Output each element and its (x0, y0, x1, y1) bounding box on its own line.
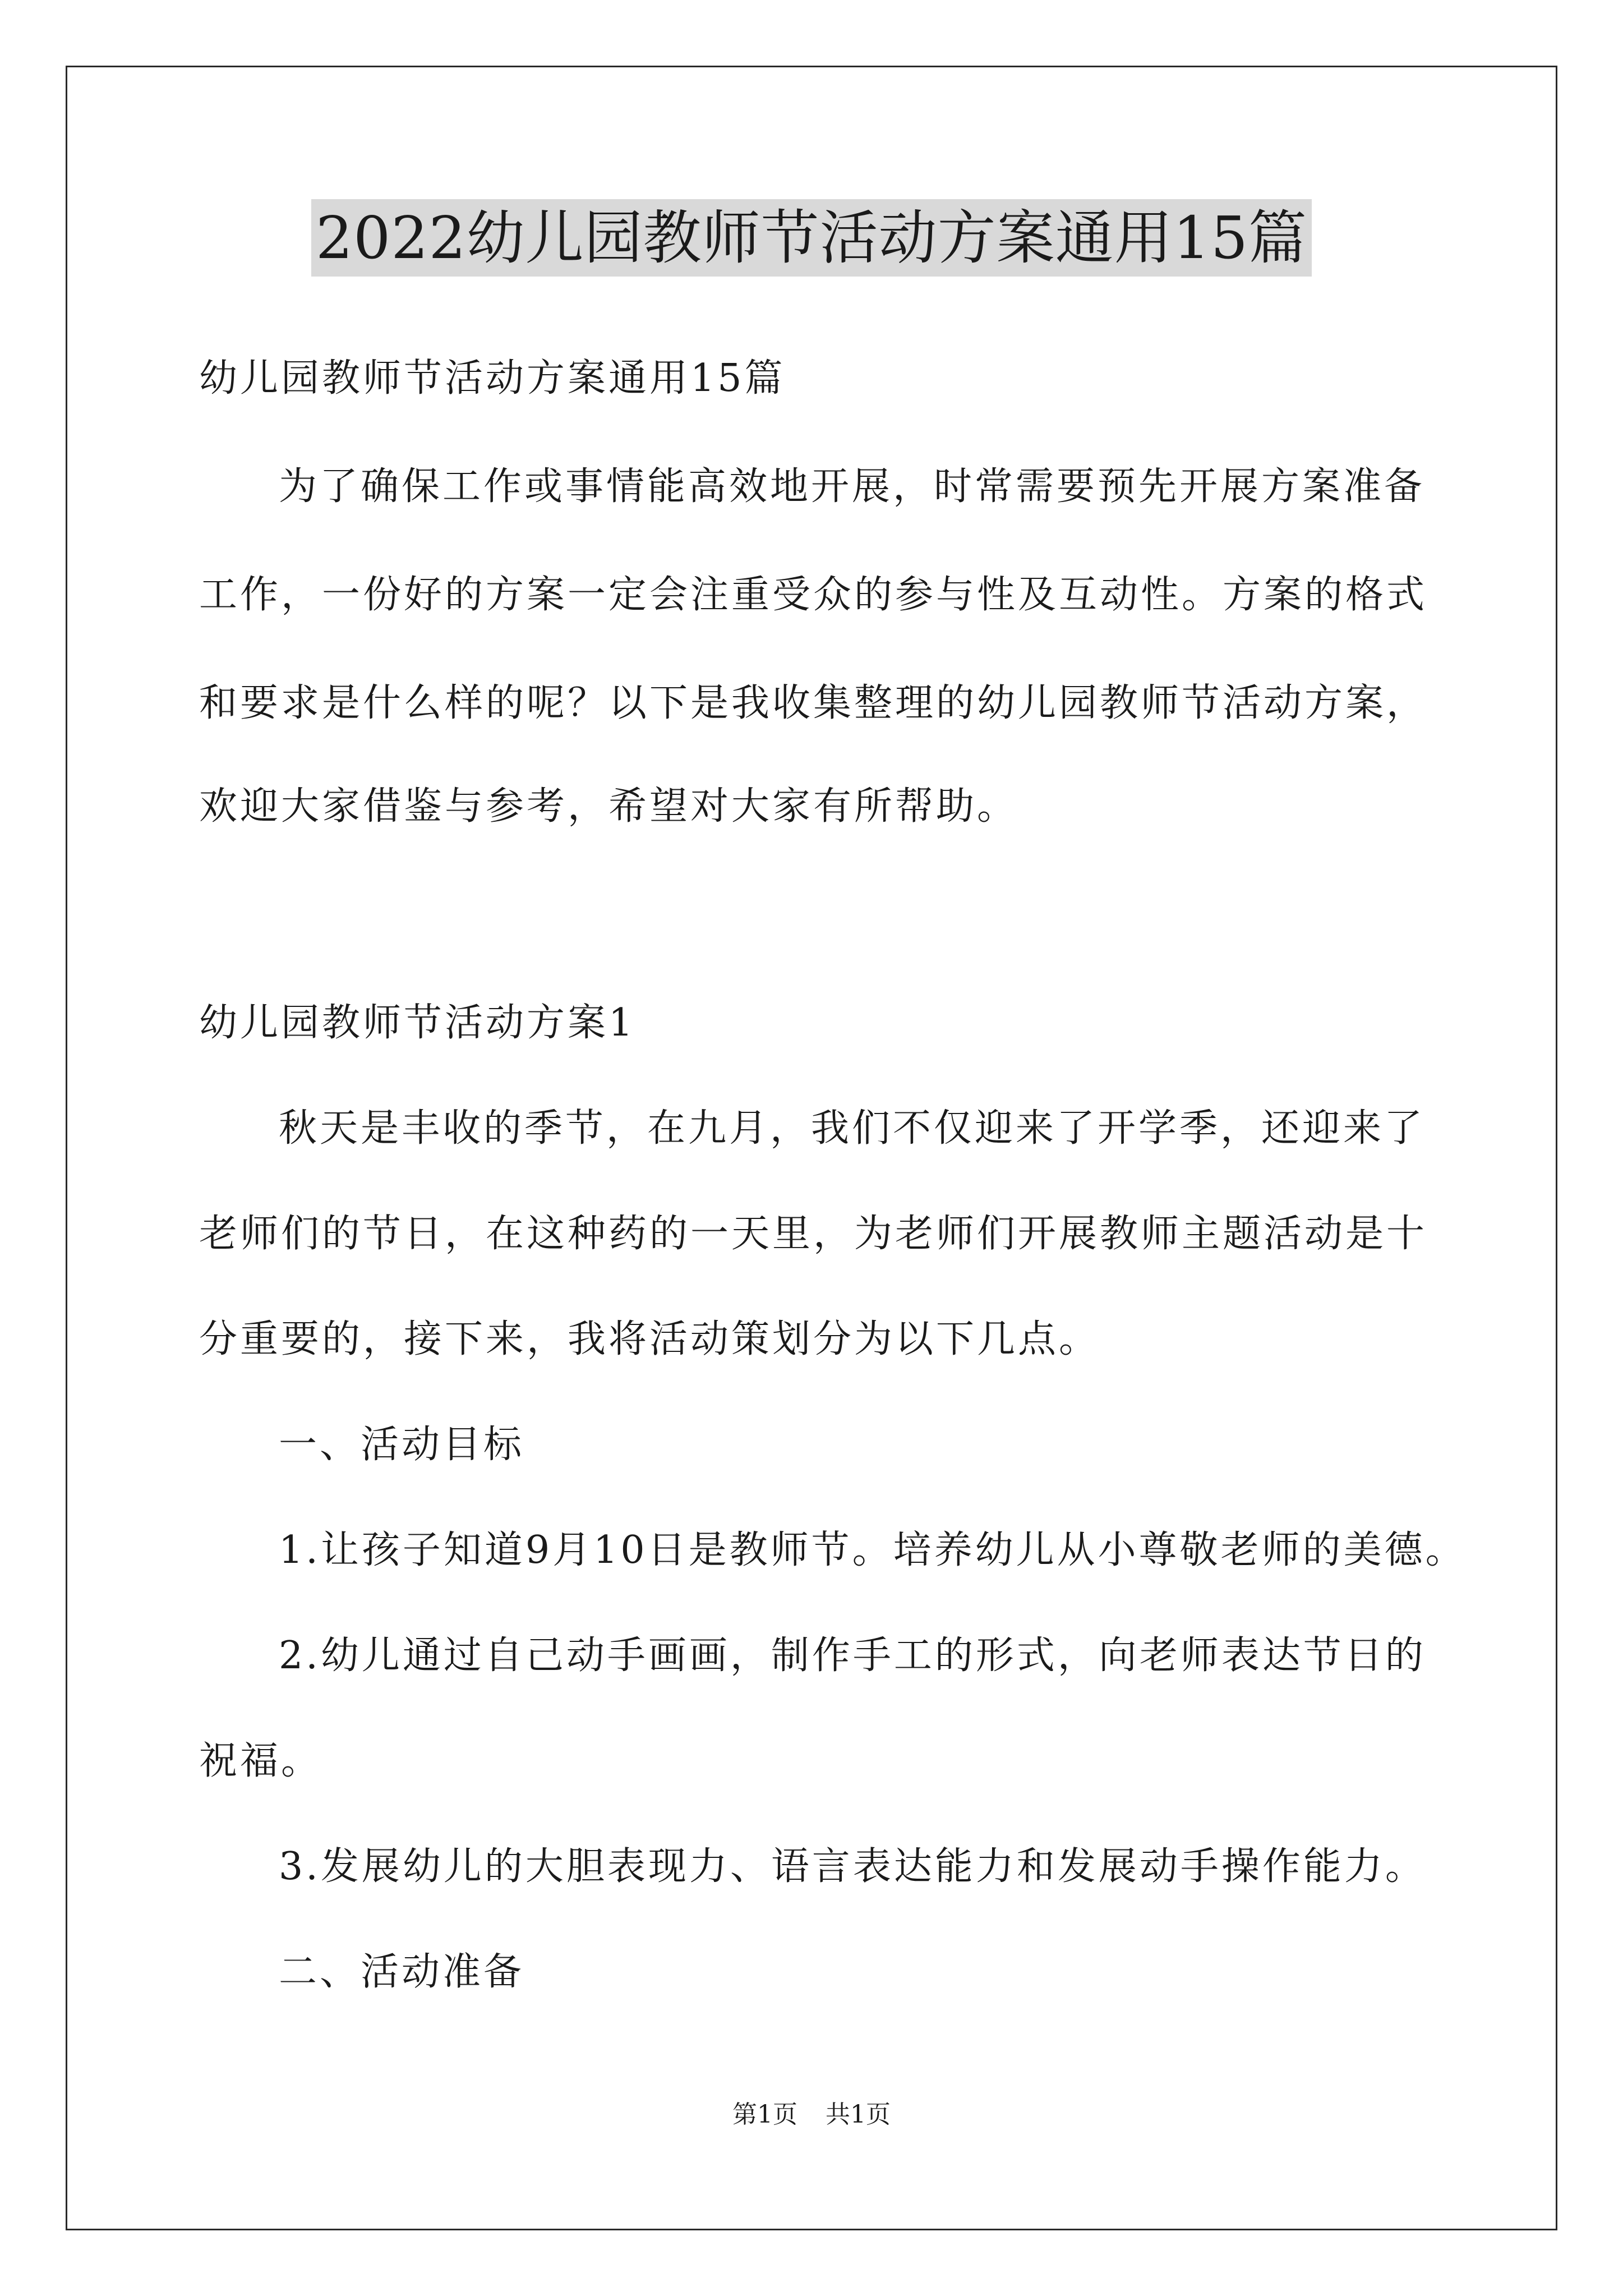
goal-1: 1.让孩子知道9月10日是教师节。培养幼儿从小尊敬老师的美德。 (279, 1528, 1467, 1572)
goal-3: 3.发展幼儿的大胆表现力、语言表达能力和发展动手操作能力。 (279, 1844, 1426, 1889)
intro-line-2: 工作，一份好的方案一定会注重受众的参与性及互动性。方案的格式 (199, 573, 1428, 617)
section-1-line-3: 分重要的，接下来，我将活动策划分为以下几点。 (199, 1317, 1100, 1361)
section-1-line-2: 老师们的节日，在这种药的一天里，为老师们开展教师主题活动是十 (199, 1212, 1428, 1256)
page-number: 第1页 (732, 2100, 797, 2129)
page-total: 共1页 (826, 2100, 891, 2129)
goals-heading: 一、活动目标 (279, 1423, 525, 1467)
page-footer (0, 2098, 1623, 2132)
title-container (0, 199, 1623, 277)
goal-2-line-1: 2.幼儿通过自己动手画画，制作手工的形式，向老师表达节日的 (279, 1634, 1426, 1678)
section-1-heading: 幼儿园教师节活动方案1 (199, 1001, 636, 1045)
intro-line-3: 和要求是什么样的呢？以下是我收集整理的幼儿园教师节活动方案， (199, 681, 1428, 725)
intro-line-1: 为了确保工作或事情能高效地开展，时常需要预先开展方案准备 (279, 464, 1426, 509)
section-1-line-1: 秋天是丰收的季节，在九月，我们不仅迎来了开学季，还迎来了 (279, 1106, 1426, 1151)
goal-2-line-2: 祝福。 (199, 1739, 322, 1783)
intro-line-4: 欢迎大家借鉴与参考，希望对大家有所帮助。 (199, 784, 1018, 829)
document-title: 2022幼儿园教师节活动方案通用15篇 (311, 199, 1312, 277)
document-subtitle: 幼儿园教师节活动方案通用15篇 (199, 356, 786, 401)
prep-heading: 二、活动准备 (279, 1950, 525, 1994)
